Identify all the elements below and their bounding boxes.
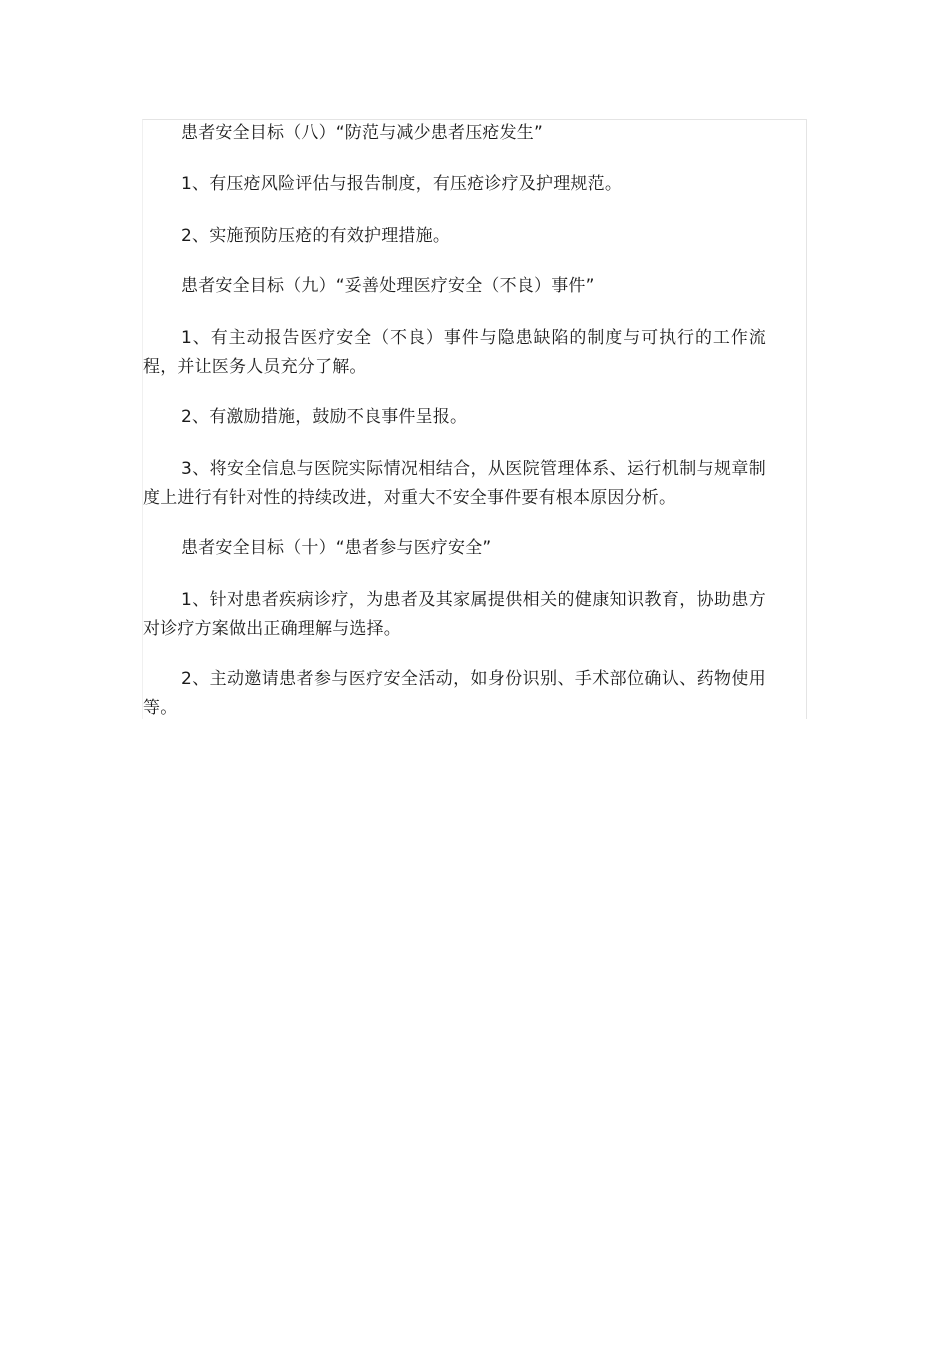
section-10-item-1: 1、针对患者疾病诊疗，为患者及其家属提供相关的健康知识教育，协助患方对诊疗方案做出正确理解与选择。 xyxy=(143,590,766,639)
section-heading-9: 患者安全目标（九）“妥善处理医疗安全（不良）事件” xyxy=(181,276,595,296)
section-heading-10: 患者安全目标（十）“患者参与医疗安全” xyxy=(181,538,492,558)
section-9-item-2: 2、有激励措施，鼓励不良事件呈报。 xyxy=(181,407,468,427)
section-8-item-1: 1、有压疮风险评估与报告制度，有压疮诊疗及护理规范。 xyxy=(181,174,623,194)
section-heading-8: 患者安全目标（八）“防范与减少患者压疮发生” xyxy=(181,123,544,143)
section-8-item-2: 2、实施预防压疮的有效护理措施。 xyxy=(181,226,451,246)
section-9-item-3: 3、将安全信息与医院实际情况相结合，从医院管理体系、运行机制与规章制度上进行有针对性的持续改进，对重大不安全事件要有根本原因分析。 xyxy=(143,459,766,508)
section-10-item-2: 2、主动邀请患者参与医疗安全活动，如身份识别、手术部位确认、药物使用等。 xyxy=(143,669,766,718)
section-9-item-1: 1、有主动报告医疗安全（不良）事件与隐患缺陷的制度与可执行的工作流程，并让医务人员充分了解。 xyxy=(143,328,766,377)
